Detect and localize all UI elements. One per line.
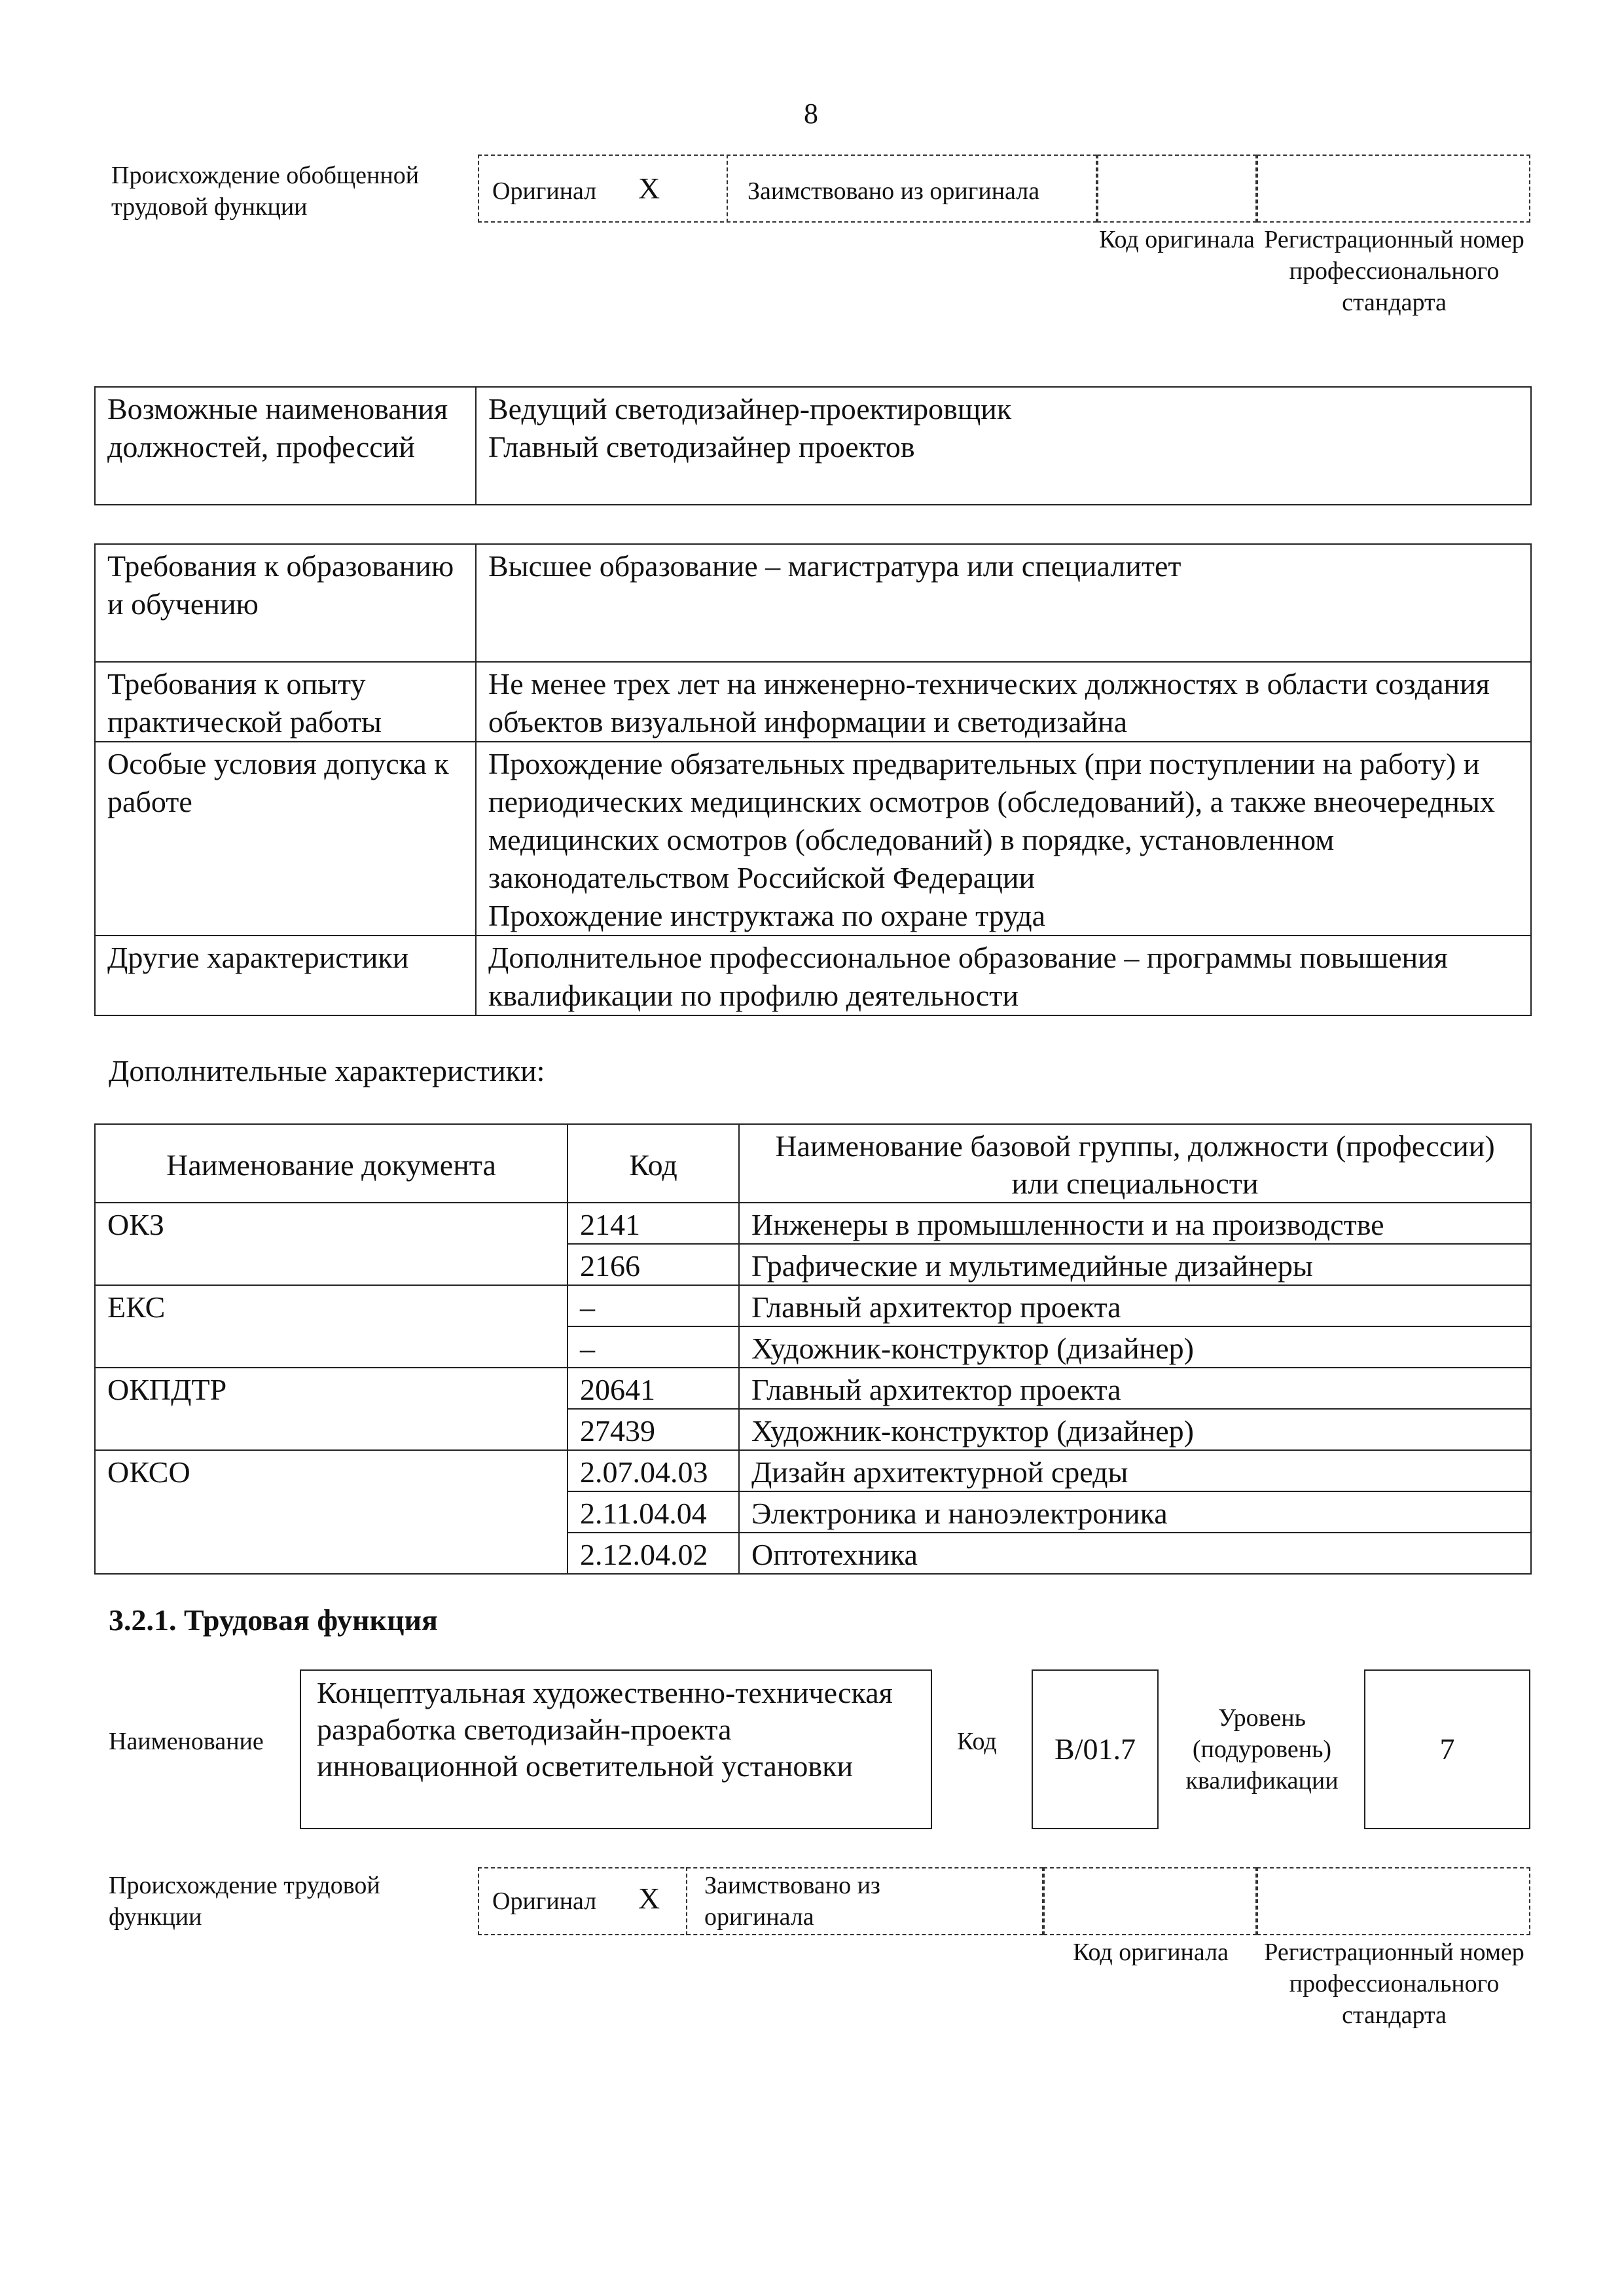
requirements-table	[94, 543, 1532, 1016]
req-value-text: Прохождение инструктажа по охране труда	[488, 899, 1046, 932]
function-name-box	[300, 1669, 932, 1829]
function-code-value: B/01.7	[1054, 1732, 1136, 1766]
code-cell: 2.07.04.03	[568, 1450, 739, 1491]
reg-caption: Регистрационный номер профессионального стандарта	[1264, 226, 1524, 316]
origin-function-label: Происхождение трудовой функции	[109, 1872, 380, 1931]
code-cell: 2166	[568, 1244, 739, 1285]
reg-number-box	[1257, 155, 1530, 223]
table-row	[95, 1285, 1531, 1326]
req-label: Требования к образованию и обучению	[95, 544, 476, 662]
positions-label: Возможные наименования должностей, профессий	[95, 387, 476, 505]
borrowed-label: Заимствовано из оригинала	[704, 1872, 880, 1931]
divider	[686, 1867, 687, 1935]
original-mark: X	[638, 172, 660, 205]
group-cell: Главный архитектор проекта	[739, 1368, 1531, 1409]
code-caption: Код оригинала	[1099, 226, 1255, 253]
table-row	[95, 1368, 1531, 1409]
function-code-label: Код	[957, 1728, 997, 1755]
doc-cell: ОКСО	[95, 1450, 568, 1574]
header-group: Наименование базовой группы, должности (профессии) или специальности	[739, 1124, 1531, 1203]
original-mark: X	[638, 1882, 660, 1915]
positions-values	[476, 387, 1531, 505]
origin-generalized-label: Происхождение обобщенной трудовой функции	[111, 162, 420, 221]
doc-cell: ОКЗ	[95, 1203, 568, 1285]
req-label: Требования к опыту практической работы	[95, 662, 476, 742]
group-cell: Главный архитектор проекта	[739, 1285, 1531, 1326]
function-name-value: Концептуальная художественно-техническая разработка светодизайн-проекта инновационной осветительной установки	[317, 1676, 893, 1783]
table-row	[95, 1203, 1531, 1244]
doc-cell: ЕКС	[95, 1285, 568, 1368]
req-value: Высшее образование – магистратура или специалитет	[476, 544, 1531, 662]
divider	[727, 155, 728, 223]
function-level-box	[1364, 1669, 1530, 1829]
code-cell: 2141	[568, 1203, 739, 1244]
code-caption: Код оригинала	[1073, 1939, 1229, 1966]
original-label: Оригинал	[492, 177, 597, 205]
header-document: Наименование документа	[95, 1124, 568, 1203]
group-cell: Художник-конструктор (дизайнер)	[739, 1409, 1531, 1450]
section-title: 3.2.1. Трудовая функция	[109, 1603, 438, 1637]
reg-caption: Регистрационный номер профессионального стандарта	[1264, 1939, 1524, 2029]
code-cell: 27439	[568, 1409, 739, 1450]
req-value: Не менее трех лет на инженерно-технических должностях в области создания объектов визуальной информации и светодизайна	[476, 662, 1531, 742]
doc-cell: ОКПДТР	[95, 1368, 568, 1450]
positions-table	[94, 386, 1532, 505]
reg-number-box	[1257, 1867, 1530, 1935]
code-cell: 20641	[568, 1368, 739, 1409]
group-cell: Электроника и наноэлектроника	[739, 1491, 1531, 1533]
code-cell: –	[568, 1285, 739, 1326]
position-item: Главный светодизайнер проектов	[488, 430, 915, 464]
req-label: Другие характеристики	[95, 936, 476, 1015]
borrowed-label: Заимствовано из оригинала	[748, 177, 1040, 205]
function-code-box	[1032, 1669, 1159, 1829]
req-value-text: Прохождение обязательных предварительных (при поступлении на работу) и периодических медицинских осмотров (обследований), а также внеочередных медицинских осмотров (обследований) в порядке, установленном законодательством Российской Федерации	[488, 747, 1495, 894]
original-code-box	[1097, 155, 1257, 223]
code-cell: 2.12.04.02	[568, 1533, 739, 1574]
function-level-label: Уровень (подуровень) квалификации	[1185, 1704, 1339, 1795]
original-code-box	[1043, 1867, 1257, 1935]
original-label: Оригинал	[492, 1887, 597, 1915]
group-cell: Оптотехника	[739, 1533, 1531, 1574]
req-label: Особые условия допуска к работе	[95, 742, 476, 936]
function-name-label: Наименование	[109, 1728, 264, 1755]
group-cell: Художник-конструктор (дизайнер)	[739, 1326, 1531, 1368]
group-cell: Графические и мультимедийные дизайнеры	[739, 1244, 1531, 1285]
req-value: Дополнительное профессиональное образование – программы повышения квалификации по профилю деятельности	[476, 936, 1531, 1015]
function-level-value: 7	[1439, 1732, 1455, 1766]
page-number: 8	[804, 98, 818, 130]
req-value	[476, 742, 1531, 936]
code-cell: 2.11.04.04	[568, 1491, 739, 1533]
table-row	[95, 1450, 1531, 1491]
header-code: Код	[568, 1124, 739, 1203]
group-cell: Инженеры в промышленности и на производстве	[739, 1203, 1531, 1244]
additional-table	[94, 1123, 1532, 1575]
code-cell: –	[568, 1326, 739, 1368]
additional-heading: Дополнительные характеристики:	[109, 1054, 545, 1087]
group-cell: Дизайн архитектурной среды	[739, 1450, 1531, 1491]
position-item: Ведущий светодизайнер-проектировщик	[488, 392, 1012, 426]
